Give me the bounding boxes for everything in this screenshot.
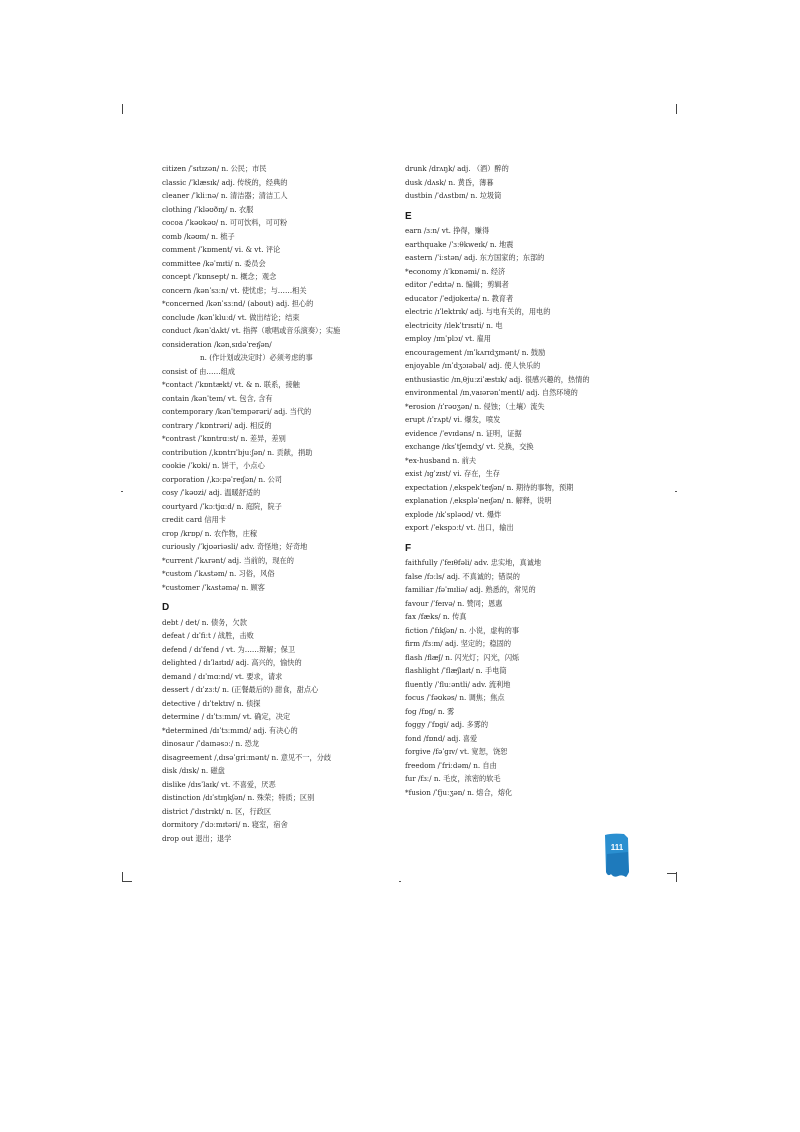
vocab-entry: enjoyable /ɪnˈdʒɔɪəbəl/ adj. 使人快乐的 [405,361,541,370]
vocab-entry: dinosaur /ˈdaɪnəsɔː/ n. 恐龙 [162,739,260,748]
vocab-entry: evidence /ˈevɪdəns/ n. 证明，证据 [405,428,522,438]
vocab-entry: district /ˈdɪstrɪkt/ n. 区，行政区 [162,806,272,816]
vocab-entry: comb /kəʊm/ n. 梳子 [162,231,235,241]
vocab-entry: favour /ˈfeɪvə/ n. 赞同；恩惠 [405,598,503,608]
crop-mark-top-right [676,104,677,114]
vocab-entry: dusk /dʌsk/ n. 黄昏，薄暮 [405,177,494,187]
vocab-entry: cosy /ˈkəʊzi/ adj. 温暖舒适的 [162,488,261,497]
vocab-entry: citizen /ˈsɪtɪzən/ n. 公民；市民 [162,164,267,173]
vocab-entry: determine / dɪˈtɜːmɪn/ vt. 确定，决定 [162,712,291,721]
vocab-entry: explode /ɪkˈspləʊd/ vt. 爆炸 [405,509,502,519]
vocab-entry: erupt /ɪˈrʌpt/ vi. 爆发，喷发 [405,415,501,424]
center-mark-right [675,491,677,492]
vocab-entry: *erosion /ɪˈrəʊʒən/ n. 侵蚀；（土壤）流失 [405,401,545,411]
vocab-entry: exist /ɪgˈzɪst/ vi. 存在，生存 [405,469,500,478]
right-column [405,162,630,799]
vocab-entry: committee /kəˈmɪti/ n. 委员会 [162,258,266,268]
vocab-entry: dustbin /ˈdʌstbɪn/ n. 垃圾筒 [405,191,502,200]
vocab-entry: courtyard /ˈkɔːtjɑːd/ n. 庭院，院子 [162,501,282,511]
vocab-entry: firm /fɜːm/ adj. 坚定的；稳固的 [405,639,512,648]
vocab-entry: educator /ˈedjʊkeɪtə/ n. 教育者 [405,293,514,303]
vocab-entry: defeat / dɪˈfiːt / 战胜，击败 [162,631,254,640]
crop-mark-top-left [122,104,123,114]
vocab-entry: fog /fɒg/ n. 雾 [405,706,455,716]
vocab-entry: cookie /ˈkʊki/ n. 饼干，小点心 [162,461,265,470]
vocab-entry: flash /flæʃ/ n. 闪光灯；闪光，闪烁 [405,652,520,662]
crop-mark-bottom-right-h [667,873,677,874]
vocab-entry: faithfully /ˈfeɪθfəli/ adv. 忠实地，真诚地 [405,558,542,567]
vocab-entry: explanation /ˌekspləˈneɪʃən/ n. 解释，说明 [405,496,552,505]
vocab-entry: disagreement /ˌdɪsəˈgriːmənt/ n. 意见不一，分歧 [162,752,332,762]
vocab-entry: false /fɔːls/ adj. 不真诚的；错误的 [405,571,520,581]
vocab-entry: crop /krɒp/ n. 农作物，庄稼 [162,528,258,538]
vocab-entry: *fusion /ˈfjuːʒən/ n. 熔合，熔化 [405,787,513,797]
vocab-entry: environmental /ɪnˌvaɪərənˈmentl/ adj. 自然环境的 [405,388,578,397]
vocab-entry: employ /ɪmˈplɔɪ/ vt. 雇用 [405,334,491,343]
vocab-entry: fluently /ˈfluːəntli/ adv. 流利地 [405,679,511,689]
section-heading: F [405,542,412,554]
vocab-entry: export /ˈekspɔːt/ vt. 出口，输出 [405,523,514,532]
page-number: 111 [610,843,624,852]
vocab-entry: conclude /kənˈkluːd/ vt. 做出结论；结束 [162,312,300,322]
vocab-entry: delighted / dɪˈlaɪtɪd/ adj. 高兴的，愉快的 [162,658,302,667]
vocab-entry: disk /dɪsk/ n. 磁盘 [162,766,225,775]
vocab-entry: dislike /dɪsˈlaɪk/ vt. 不喜爱，厌恶 [162,779,276,789]
vocab-entry: forgive /fəˈgɪv/ vt. 宽恕，饶恕 [405,747,508,756]
vocab-entry: detective / dɪˈtektɪv/ n. 侦探 [162,698,261,708]
vocab-entry: consist of 由……组成 [162,366,236,376]
left-column [162,162,387,845]
vocab-entry: clothing /ˈkləʊðɪŋ/ n. 衣服 [162,204,254,214]
vocab-entry: fur /fɜː/ n. 毛皮，浓密的软毛 [405,774,501,783]
vocab-entry: cocoa /ˈkəʊkəʊ/ n. 可可饮料，可可粉 [162,218,288,227]
vocab-entry: comment /ˈkɒment/ vi. & vt. 评论 [162,245,281,254]
vocab-entry: contrary /ˈkɒntrəri/ adj. 相反的 [162,420,272,430]
center-mark-left [121,491,123,492]
vocab-entry: foggy /ˈfɒgi/ adj. 多雾的 [405,720,489,729]
vocab-entry: eastern /ˈiːstən/ adj. 东方国家的；东部的 [405,253,545,262]
vocab-entry: dormitory /ˈdɔːmɪtəri/ n. 寝室，宿舍 [162,820,288,829]
vocab-entry: freedom /ˈfriːdəm/ n. 自由 [405,760,497,770]
vocab-entry: enthusiastic /ɪnˌθjuːziˈæstɪk/ adj. 很感兴趣的，热情的 [405,374,590,384]
vocab-entry: electric /ɪˈlektrɪk/ adj. 与电有关的，用电的 [405,307,551,316]
vocab-entry: familiar /fəˈmɪliə/ adj. 熟悉的，常见的 [405,585,536,594]
vocab-entry: n. (作计划或决定时）必须考虑的事 [200,353,313,362]
vocab-entry: exchange /ɪksˈtʃeɪndʒ/ vt. 兑换，交换 [405,442,534,451]
vocab-entry: *contact /ˈkɒntækt/ vt. & n. 联系，接触 [162,380,300,389]
vocab-entry: expectation /ˌekspekˈteɪʃən/ n. 期待的事物，预期 [405,482,574,492]
vocab-entry: flashlight /ˈflæʃlaɪt/ n. 手电筒 [405,666,507,675]
vocab-entry: distinction /dɪˈstɪŋkʃən/ n. 殊荣；特质；区别 [162,793,315,802]
vocab-entry: *ex-husband n. 前夫 [405,455,477,465]
vocab-entry: *custom /ˈkʌstəm/ n. 习俗，风俗 [162,569,275,578]
vocab-entry: encouragement /ɪnˈkʌrɪdʒmənt/ n. 鼓励 [405,347,546,357]
vocab-entry: editor /ˈedɪtə/ n. 编辑；剪辑者 [405,280,509,289]
center-mark-bottom [399,881,401,882]
vocab-entry: concern /kənˈsɜːn/ vt. 使忧虑；与……相关 [162,285,307,295]
vocab-entry: consideration /kənˌsɪdəˈreɪʃən/ [162,339,272,349]
vocab-entry: *contrast /ˈkɒntrɑːst/ n. 差异，差别 [162,434,286,443]
vocab-entry: contemporary /kənˈtempərəri/ adj. 当代的 [162,407,312,416]
vocab-entry: demand / dɪˈmɑːnd/ vt. 要求，请求 [162,671,283,681]
section-heading: D [162,602,170,613]
vocab-entry: contain /kənˈteɪn/ vt. 包含, 含有 [162,393,273,403]
vocab-entry: drunk /drʌŋk/ adj. （酒）醉的 [405,164,509,173]
vocab-entry: dessert / dɪˈzɜːt/ n. (正餐最后的) 甜食，甜点心 [162,685,319,694]
vocab-entry: earn /ɜːn/ vt. 挣得，赚得 [405,226,490,235]
vocab-entry: debt / det/ n. 债务，欠款 [162,617,247,627]
vocab-entry: contribution /ˌkɒntrɪˈbjuːʃən/ n. 贡献，捐助 [162,447,313,457]
vocab-entry: fax /fæks/ n. 传真 [405,612,467,621]
vocab-entry: conduct /kənˈdʌkt/ vt. 指挥（歌唱或音乐演奏）；实施 [162,326,341,335]
section-heading: E [405,210,412,222]
vocab-entry: electricity /ɪlekˈtrɪsɪti/ n. 电 [405,320,503,330]
vocab-entry: fond /fɒnd/ adj. 喜爱 [405,733,478,743]
vocab-entry: defend / dɪˈfend / vt. 为……辩解；保卫 [162,644,296,654]
vocab-entry: focus /ˈfəʊkəs/ n. 调焦；焦点 [405,693,505,702]
vocab-entry: *determined /dɪˈtɜːmɪnd/ adj. 有决心的 [162,725,298,735]
crop-mark-bottom-left-h [122,881,132,882]
vocab-entry: *customer /ˈkʌstəmə/ n. 顾客 [162,582,265,592]
vocab-entry: earthquake /ˈɜːθkweɪk/ n. 地震 [405,239,514,249]
vocab-entry: corporation /ˌkɔːpəˈreɪʃən/ n. 公司 [162,474,282,484]
page-tab-shape [602,832,632,878]
vocab-entry: *concerned /kənˈsɜːnd/ (about) adj. 担心的 [162,299,314,308]
vocab-entry: drop out 退出；退学 [162,833,232,843]
vocab-entry: *economy /ɪˈkɒnəmi/ n. 经济 [405,266,506,276]
vocab-entry: credit card 信用卡 [162,515,226,524]
page-number-tab [602,832,632,878]
vocab-entry: *current /ˈkʌrənt/ adj. 当前的，现在的 [162,555,294,565]
vocab-entry: cleaner /ˈkliːnə/ n. 清洁器；清洁工人 [162,191,288,200]
vocab-entry: curiously /ˈkjʊəriəsli/ adv. 奇怪地；好奇地 [162,542,308,551]
vocab-entry: fiction /ˈfɪkʃən/ n. 小说，虚构的事 [405,625,520,635]
vocab-entry: classic /ˈklæsɪk/ adj. 传统的，经典的 [162,177,288,187]
vocab-entry: concept /ˈkɒnsept/ n. 概念；观念 [162,272,277,281]
